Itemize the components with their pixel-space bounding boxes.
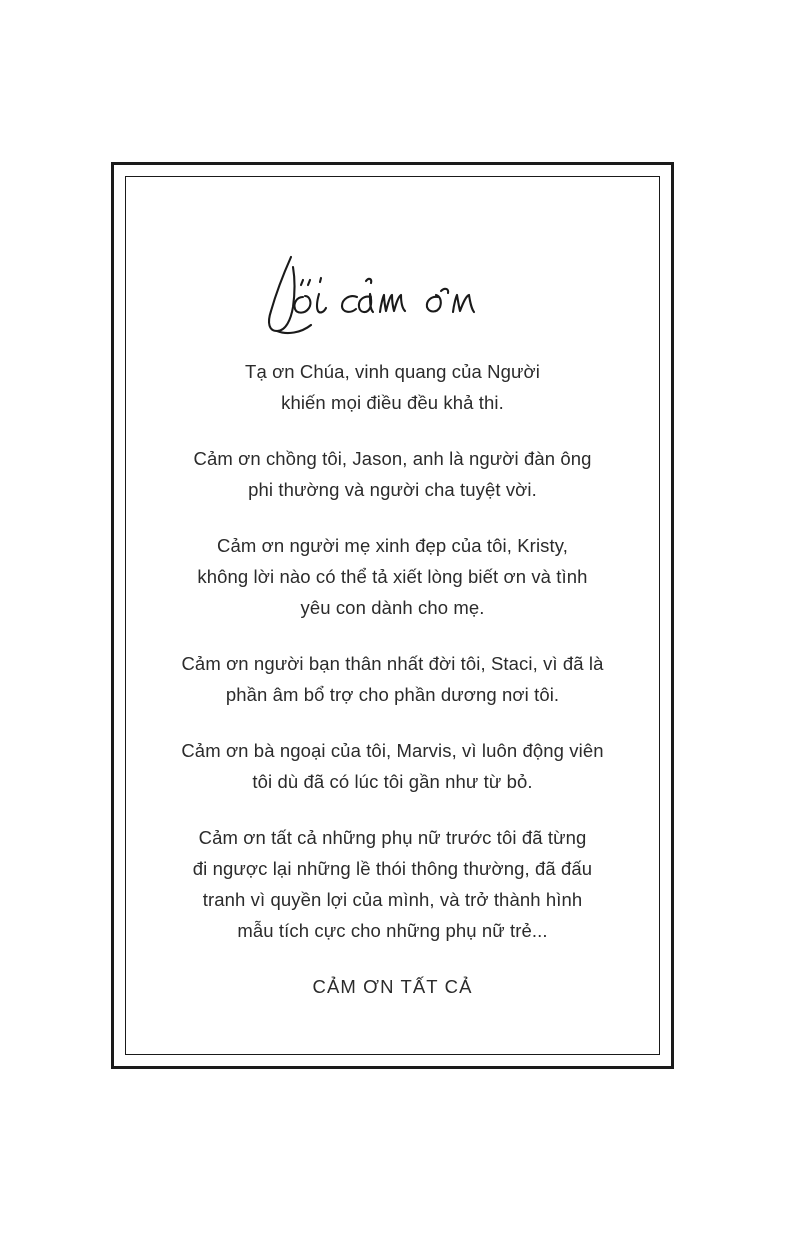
document-content (126, 177, 659, 1054)
paragraph: Tạ ơn Chúa, vinh quang của Người khiến mọi điều đều khả thi. (245, 361, 540, 413)
script-title-artwork (253, 249, 533, 335)
page-title (243, 252, 543, 332)
closing-line: CẢM ƠN TẤT CẢ (312, 976, 473, 997)
decorative-outer-frame (111, 162, 674, 1069)
paragraph: Cảm ơn tất cả những phụ nữ trước tôi đã từng đi ngược lại những lề thói thông thường, đã đấu tranh vì quyền lợi của mình, và trở thành hình mẫu tích cực cho những phụ nữ trẻ... (192, 827, 593, 941)
paragraph: Cảm ơn người mẹ xinh đẹp của tôi, Kristy, không lời nào có thể tả xiết lòng biết ơn và tình yêu con dành cho mẹ. (197, 535, 588, 618)
paragraph: Cảm ơn bà ngoại của tôi, Marvis, vì luôn động viên tôi dù đã có lúc tôi gần như từ bỏ. (181, 740, 604, 792)
acknowledgement-body (158, 356, 628, 1002)
paragraph: Cảm ơn chồng tôi, Jason, anh là người đàn ông phi thường và người cha tuyệt vời. (193, 448, 592, 500)
decorative-inner-frame (125, 176, 660, 1055)
paragraph: Cảm ơn người bạn thân nhất đời tôi, Staci, vì đã là phần âm bổ trợ cho phần dương nơi tôi. (181, 653, 604, 705)
